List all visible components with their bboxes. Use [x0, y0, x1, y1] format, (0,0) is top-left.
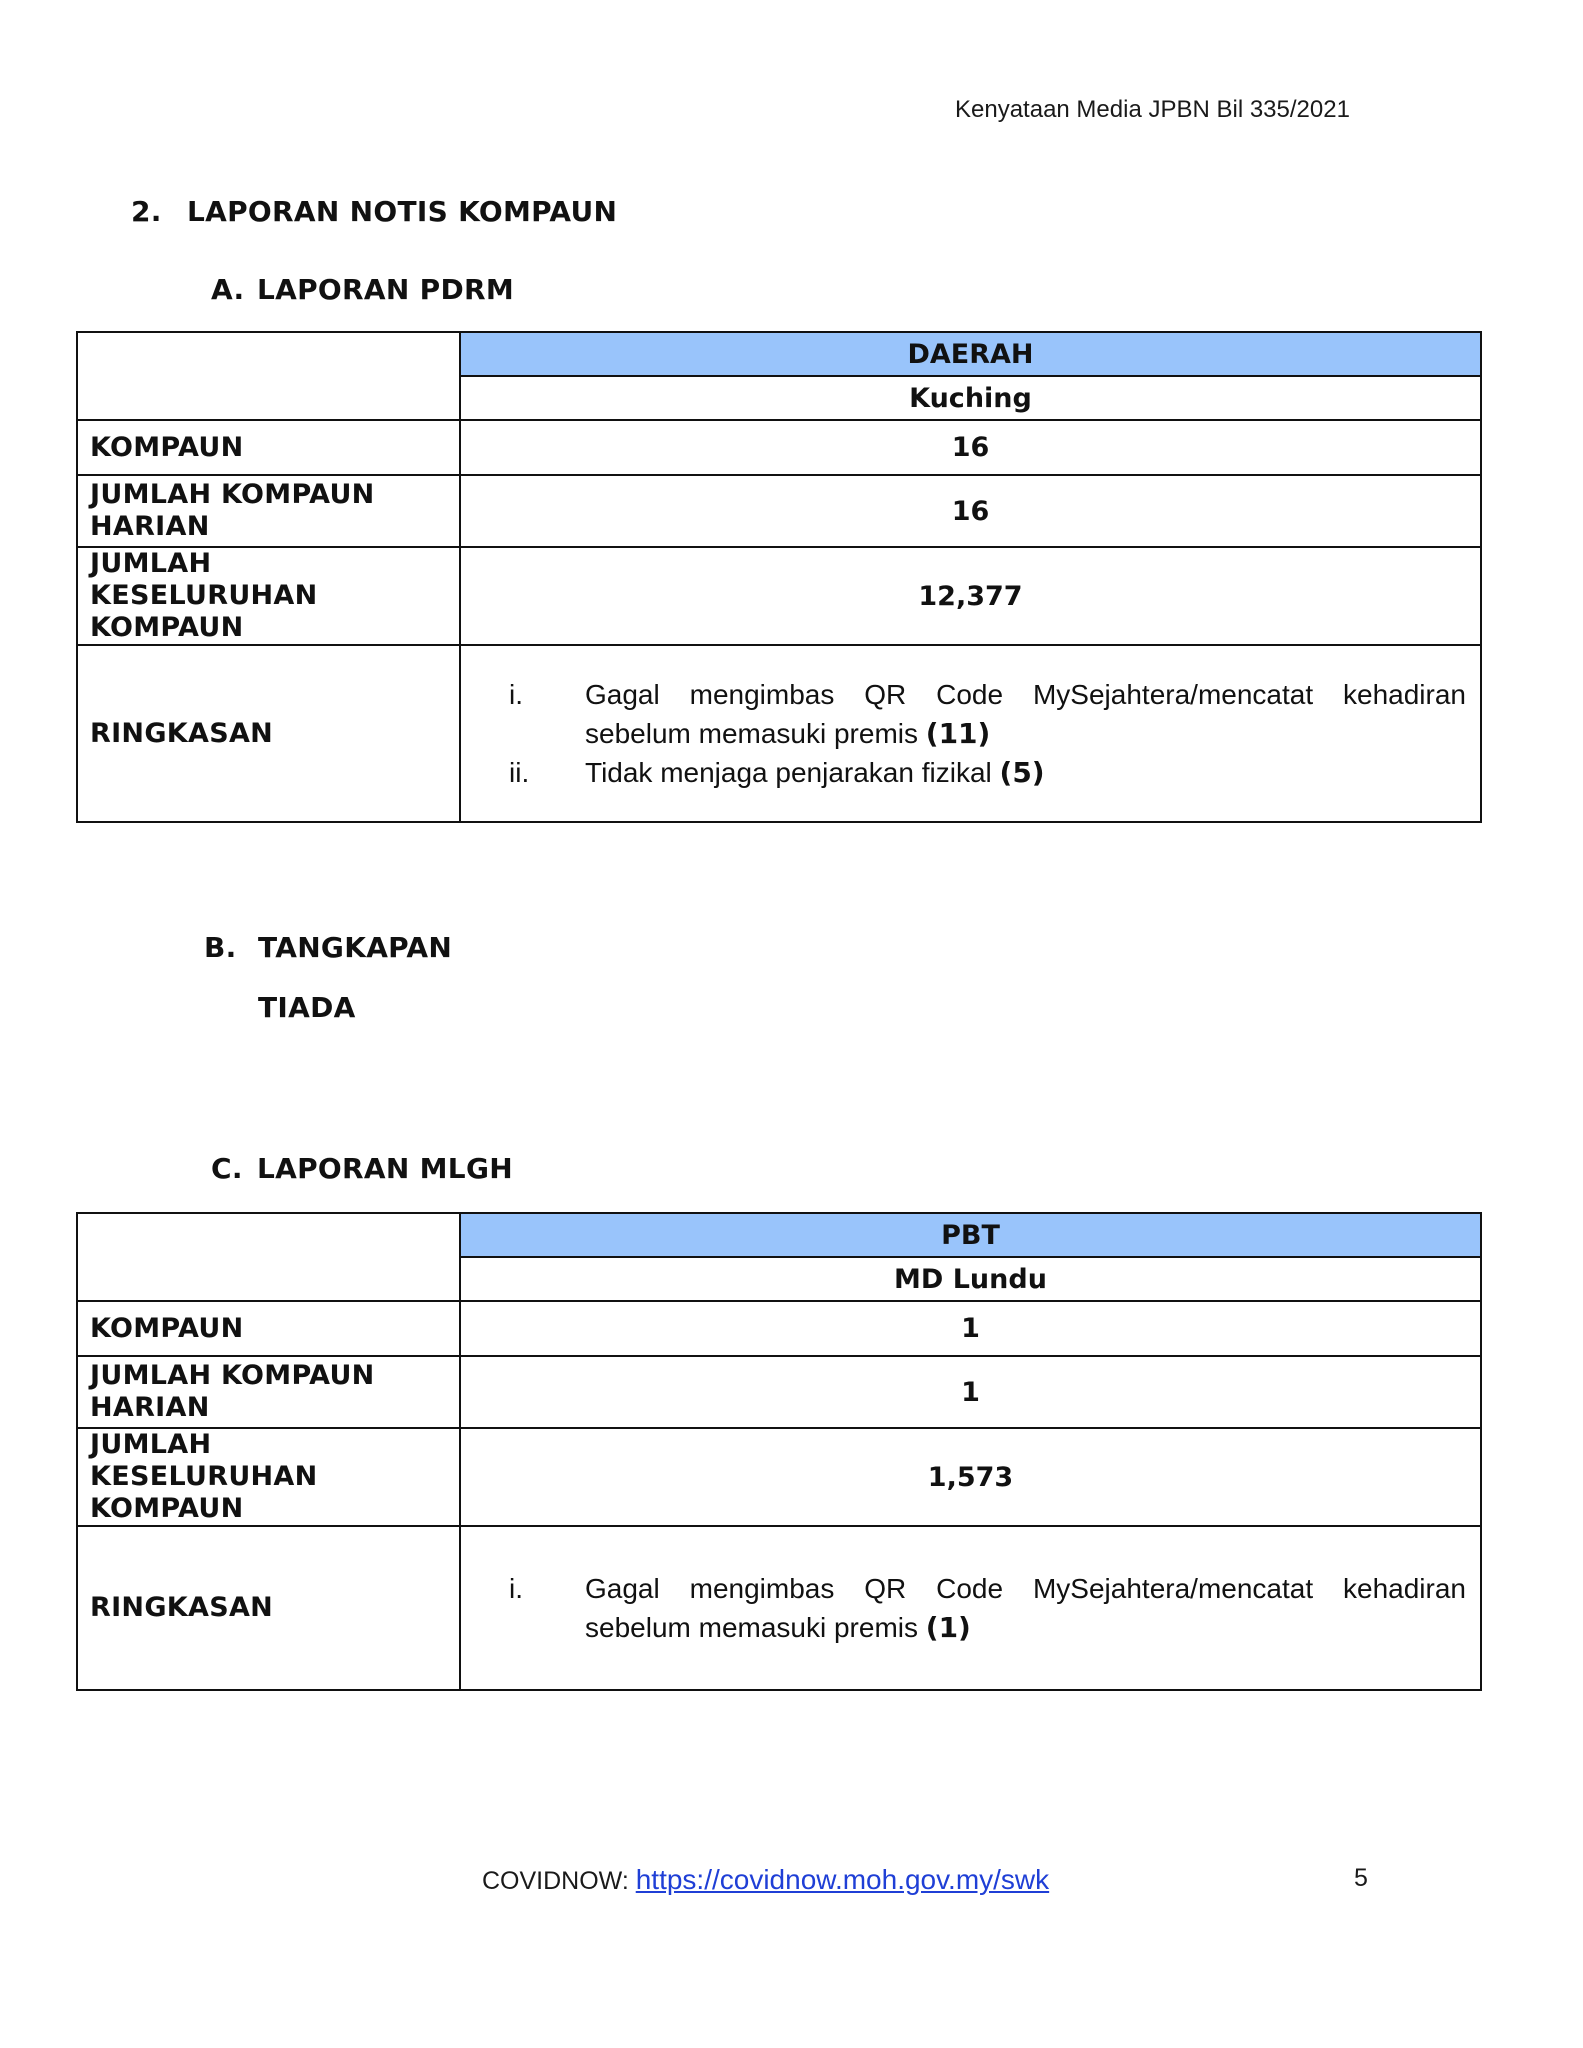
table-row	[77, 547, 1481, 645]
table-row	[77, 420, 1481, 475]
report-c-title: LAPORAN MLGH	[257, 1152, 513, 1185]
value-kompaun: 1	[460, 1301, 1481, 1356]
column-header: MD Lundu	[460, 1257, 1481, 1301]
report-a-table	[76, 331, 1482, 823]
table-row	[77, 1526, 1481, 1690]
report-b-content: TIADA	[258, 991, 356, 1024]
report-a-title: LAPORAN PDRM	[257, 273, 515, 306]
value-harian: 16	[460, 475, 1481, 547]
table-row	[77, 1356, 1481, 1428]
row-label-line: JUMLAH KESELURUHAN	[90, 548, 318, 611]
offence-description: Gagal mengimbas QR Code MySejahtera/mencatat kehadiran sebelum memasuki premis	[585, 1573, 1466, 1643]
value-keseluruhan: 12,377	[460, 547, 1481, 645]
list-numeral: i.	[509, 1573, 523, 1604]
covidnow-link[interactable]: https://covidnow.moh.gov.my/swk	[635, 1864, 1050, 1895]
row-label-ringkasan: RINGKASAN	[77, 645, 460, 822]
report-b-letter: B.	[204, 931, 237, 964]
offence-count: (11)	[925, 717, 991, 750]
report-c-table	[76, 1212, 1482, 1691]
offence-count: (5)	[999, 756, 1045, 789]
document-reference: Kenyataan Media JPBN Bil 335/2021	[955, 96, 1350, 123]
column-header: Kuching	[460, 376, 1481, 420]
value-kompaun: 16	[460, 420, 1481, 475]
row-label-line: JUMLAH KESELURUHAN	[90, 1429, 318, 1492]
list-item	[473, 753, 1466, 792]
offence-description: Tidak menjaga penjarakan fizikal	[585, 757, 1000, 788]
row-label-ringkasan: RINGKASAN	[77, 1526, 460, 1690]
list-numeral: i.	[509, 679, 523, 710]
footer	[482, 1864, 1049, 1896]
summary-cell	[460, 645, 1481, 822]
footer-prefix: COVIDNOW:	[482, 1867, 636, 1895]
value-keseluruhan: 1,573	[460, 1428, 1481, 1526]
row-label-kompaun: KOMPAUN	[77, 420, 460, 475]
report-c-heading	[211, 1152, 513, 1185]
row-label-harian	[77, 475, 460, 547]
section-title: LAPORAN NOTIS KOMPAUN	[187, 195, 618, 228]
summary-list	[473, 1569, 1468, 1647]
summary-list	[473, 675, 1468, 792]
table-row	[77, 645, 1481, 822]
row-label-line: HARIAN	[90, 511, 210, 542]
offence-description: Gagal mengimbas QR Code MySejahtera/mencatat kehadiran sebelum memasuki premis	[585, 679, 1466, 749]
row-label-line: HARIAN	[90, 1392, 210, 1423]
group-header: DAERAH	[460, 332, 1481, 376]
report-c-letter: C.	[211, 1152, 243, 1185]
corner-cell	[77, 1213, 460, 1301]
value-harian: 1	[460, 1356, 1481, 1428]
section-heading	[131, 195, 617, 228]
page-number: 5	[1354, 1864, 1368, 1892]
report-b-heading	[204, 931, 452, 964]
table-row	[77, 475, 1481, 547]
list-item	[473, 1569, 1466, 1647]
report-b-title: TANGKAPAN	[258, 931, 453, 964]
summary-cell	[460, 1526, 1481, 1690]
list-numeral: ii.	[509, 757, 530, 788]
group-header: PBT	[460, 1213, 1481, 1257]
list-item	[473, 675, 1466, 753]
list-text	[585, 1569, 1466, 1647]
row-label-line: KOMPAUN	[90, 1493, 244, 1524]
table-row	[77, 1301, 1481, 1356]
row-label-keseluruhan	[77, 547, 460, 645]
row-label-harian	[77, 1356, 460, 1428]
report-a-heading	[211, 273, 514, 306]
row-label-line: JUMLAH KOMPAUN	[90, 479, 375, 510]
list-text	[585, 753, 1466, 792]
offence-count: (1)	[925, 1611, 971, 1644]
row-label-line: JUMLAH KOMPAUN	[90, 1360, 375, 1391]
row-label-kompaun: KOMPAUN	[77, 1301, 460, 1356]
row-label-keseluruhan	[77, 1428, 460, 1526]
table-row	[77, 1428, 1481, 1526]
report-a-letter: A.	[211, 273, 245, 306]
row-label-line: KOMPAUN	[90, 612, 244, 643]
section-number: 2.	[131, 195, 162, 228]
list-text	[585, 675, 1466, 753]
corner-cell	[77, 332, 460, 420]
